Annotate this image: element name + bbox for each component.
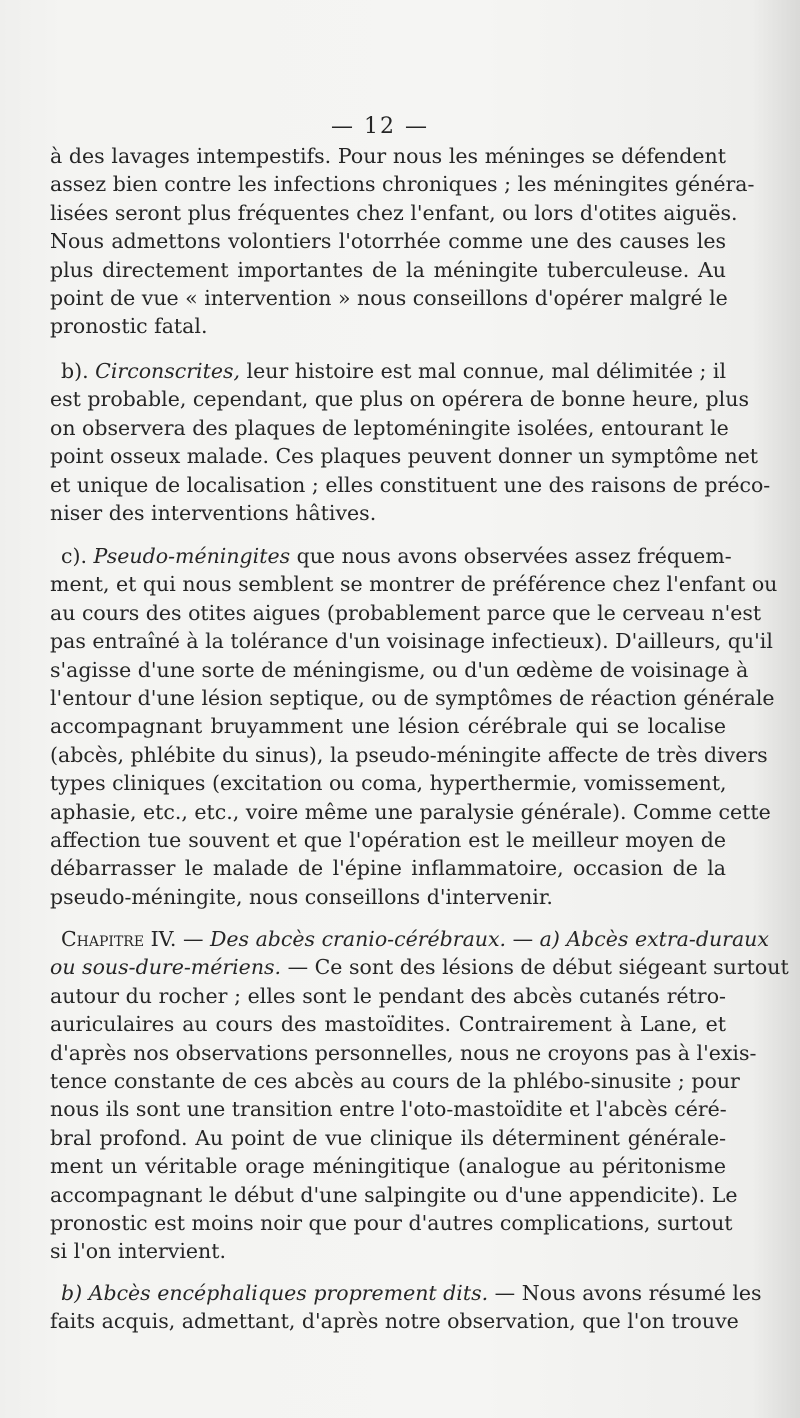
- text-line: pronostic est moins noir que pour d'autres complications, surtout: [50, 1211, 733, 1236]
- item-title: Circonscrites,: [95, 359, 241, 383]
- item-label: b).: [61, 359, 89, 383]
- text-line: et unique de localisation ; elles constituent une des raisons de préco-: [50, 472, 771, 497]
- text-fragment: que nous avons observées assez fréquem-: [296, 544, 732, 568]
- text-line: types cliniques (excitation ou coma, hyperthermie, vomissement,: [50, 771, 727, 796]
- text-line: au cours des otites aigues (probablement parce que le cerveau n'est: [50, 600, 762, 625]
- text-line: accompagnant le début d'une salpingite ou d'une appendicite). Le: [50, 1182, 738, 1207]
- text-line: point de vue « intervention » nous conseillons d'opérer malgré le: [50, 286, 728, 311]
- text-line: ment, et qui nous semblent se montrer de préférence chez l'enfant ou: [50, 572, 778, 597]
- text-fragment: Ce sont des lésions de début siégeant surtout: [314, 955, 789, 980]
- text-line: pas entraîné à la tolérance d'un voisinage infectieux). D'ailleurs, qu'il: [50, 629, 773, 654]
- dash: —: [182, 927, 204, 951]
- paragraph-first-line: [50, 953, 789, 981]
- paragraph-chapitre-iv: [50, 925, 789, 1266]
- section-title: b) Abcès encéphaliques proprement dits.: [61, 1281, 489, 1305]
- text-line: assez bien contre les infections chroniques ; les méningites généra-: [50, 172, 755, 197]
- dash: —: [494, 1281, 516, 1305]
- text-line: niser des interventions hâtives.: [50, 501, 377, 526]
- text-line: aphasie, etc., etc., voire même une paralysie générale). Comme cette: [50, 799, 771, 824]
- dash: —: [512, 927, 534, 951]
- text-fragment: leur histoire est mal connue, mal délimitée ; il: [246, 359, 727, 383]
- paragraph-abces-encephaliques: [50, 1279, 762, 1336]
- text-line: point osseux malade. Ces plaques peuvent donner un symptôme net: [50, 444, 759, 469]
- dash: —: [287, 955, 309, 980]
- text-line: si l'on intervient.: [50, 1239, 227, 1264]
- text-line: est probable, cependant, que plus on opérera de bonne heure, plus: [50, 387, 749, 412]
- item-title: Pseudo-méningites: [93, 544, 291, 568]
- text-line: bral profond. Au point de vue clinique ils déterminent générale-: [50, 1125, 726, 1150]
- text-line: plus directement importantes de la méningite tuberculeuse. Au: [50, 257, 726, 282]
- text-line: lisées seront plus fréquentes chez l'enfant, ou lors d'otites aiguës.: [50, 200, 738, 225]
- chapter-heading-line: [50, 925, 769, 953]
- text-line: débarrasser le malade de l'épine inflammatoire, occasion de la: [50, 856, 726, 881]
- text-line: autour du rocher ; elles sont le pendant des abcès cutanés rétro-: [50, 983, 726, 1008]
- paragraph-circonscrites: [50, 357, 771, 527]
- text-line: accompagnant bruyamment une lésion cérébrale qui se localise: [50, 714, 726, 739]
- text-line: (abcès, phlébite du sinus), la pseudo-méningite affecte de très divers: [50, 742, 768, 767]
- text-line: d'après nos observations personnelles, nous ne croyons pas à l'exis-: [50, 1040, 757, 1065]
- paragraph-first-line: [50, 542, 732, 570]
- paragraph-first-line: [50, 357, 726, 385]
- text-line: l'entour d'une lésion septique, ou de symptômes de réaction générale: [50, 686, 775, 711]
- paragraph-meningites-generalisees: [50, 142, 755, 341]
- text-line: ment un véritable orage méningitique (analogue au péritonisme: [50, 1154, 726, 1179]
- text-line: pronostic fatal.: [50, 314, 208, 339]
- text-line: tence constante de ces abcès au cours de la phlébo-sinusite ; pour: [50, 1069, 740, 1094]
- section-title: a) Abcès extra-duraux: [539, 927, 769, 951]
- chapter-label: Chapitre IV.: [61, 927, 177, 951]
- text-line: à des lavages intempestifs. Pour nous les méninges se défendent: [50, 144, 726, 168]
- text-line: faits acquis, admettant, d'après notre observation, que l'on trouve: [50, 1309, 739, 1334]
- text-line: auriculaires au cours des mastoïdites. Contrairement à Lane, et: [50, 1012, 726, 1037]
- text-line: on observera des plaques de leptoméningite isolées, entourant le: [50, 415, 729, 440]
- page-number: — 12 —: [331, 114, 429, 139]
- text-line: nous ils sont une transition entre l'oto-mastoïdite et l'abcès céré-: [50, 1097, 727, 1122]
- section-title-continued: ou sous-dure-mériens.: [50, 955, 282, 980]
- paragraph-first-line: [50, 1279, 762, 1307]
- chapter-title: Des abcès cranio-cérébraux.: [209, 927, 507, 951]
- text-line: s'agisse d'une sorte de méningisme, ou d'un œdème de voisinage à: [50, 657, 749, 682]
- item-label: c).: [61, 544, 87, 568]
- text-fragment: Nous avons résumé les: [521, 1281, 762, 1305]
- text-line: affection tue souvent et que l'opération est le meilleur moyen de: [50, 828, 726, 853]
- text-line: Nous admettons volontiers l'otorrhée comme une des causes les: [50, 229, 726, 254]
- text-line: pseudo-méningite, nous conseillons d'intervenir.: [50, 884, 553, 909]
- paragraph-pseudo-meningites: [50, 542, 778, 911]
